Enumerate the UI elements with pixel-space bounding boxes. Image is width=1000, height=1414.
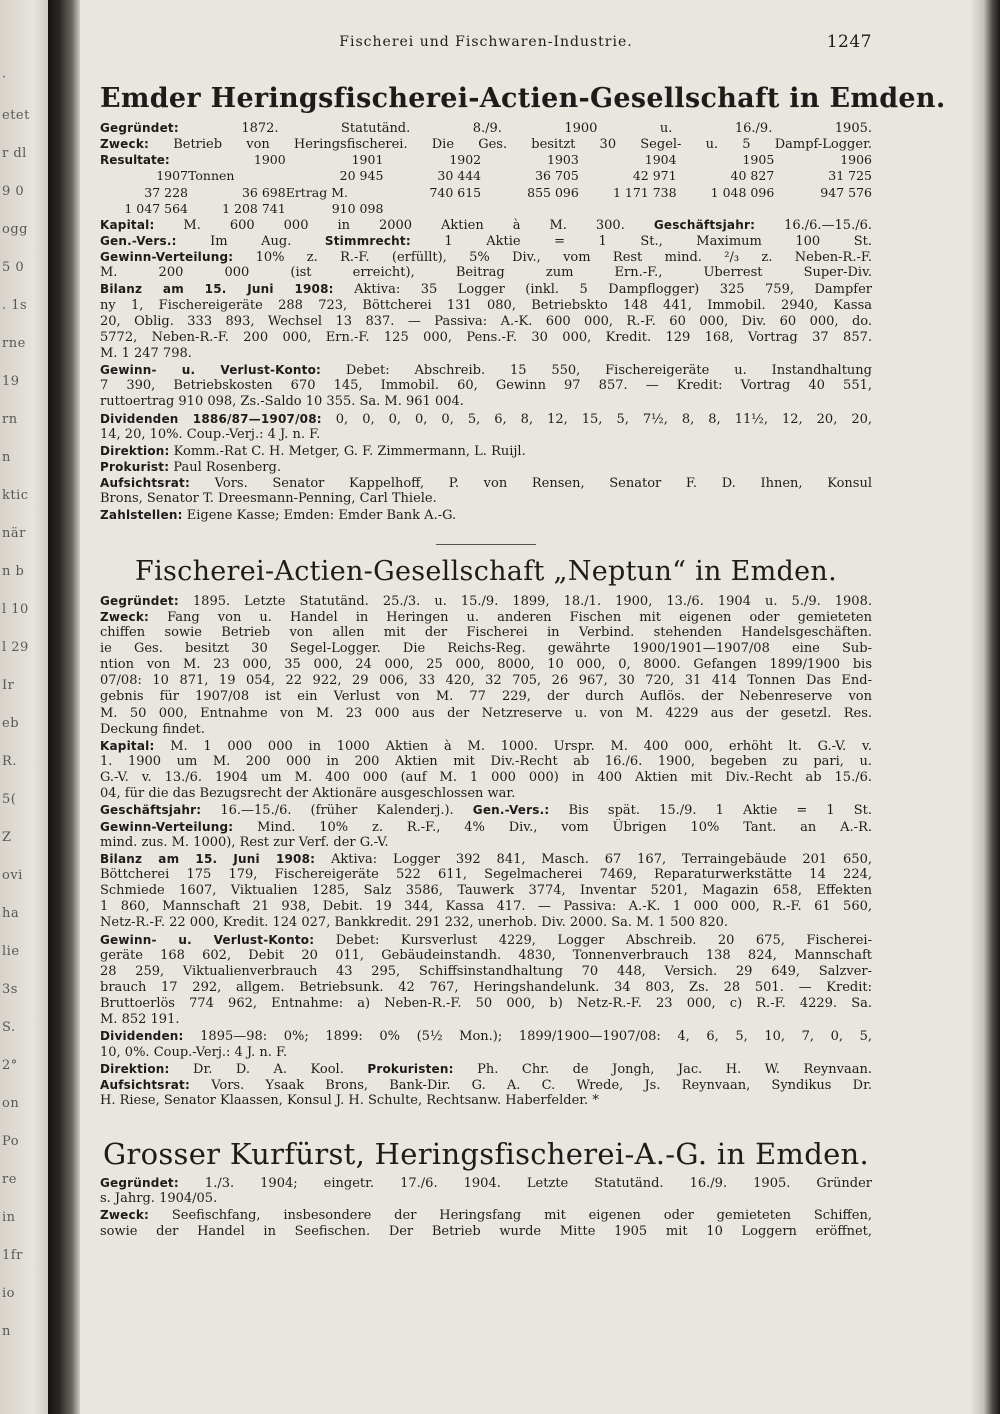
field-text: 1895—98: 0%; 1899: 0% (5½ Mon.); 1899/1900—1907/08: 4, 6, 5, 10, 7, 0, 5, bbox=[183, 1029, 872, 1045]
field-label: Gewinn-Verteilung: bbox=[100, 819, 234, 834]
margin-fragment: ha bbox=[2, 906, 20, 921]
entry-line bbox=[100, 996, 872, 1012]
field-label: Prokuristen: bbox=[367, 1061, 454, 1076]
field-text: 14, 20, 10%. Coup.-Verj.: 4 J. n. F. bbox=[100, 426, 321, 442]
entry-line bbox=[100, 1012, 872, 1028]
field-label: Aufsichtsrat: bbox=[100, 476, 190, 491]
entry-line bbox=[100, 786, 872, 802]
field-label: Zweck: bbox=[100, 1208, 150, 1223]
margin-fragment: 5( bbox=[2, 792, 17, 807]
margin-fragment: on bbox=[2, 1096, 20, 1111]
entry-line bbox=[100, 378, 872, 394]
field-text: M. 600 000 in 2000 Aktien à M. 300. bbox=[154, 217, 654, 233]
field-text: Aktiva: 35 Logger (inkl. 5 Dampflogger) 325 759, Dampfer bbox=[333, 282, 872, 298]
results-cell: 855 096 bbox=[527, 184, 579, 200]
field-text: 07/08: 10 871, 19 054, 22 922, 29 006, 33 420, 32 705, 26 967, 30 720, 31 414 Tonnen Das End- bbox=[100, 673, 872, 689]
results-year: 1900 bbox=[253, 152, 286, 168]
page-number: 1247 bbox=[826, 32, 872, 52]
entry-line bbox=[100, 609, 872, 625]
entry-text bbox=[100, 593, 872, 1110]
margin-fragment: när bbox=[2, 526, 26, 541]
field-label: Gewinn-Verteilung: bbox=[100, 250, 234, 265]
book-page bbox=[100, 32, 946, 1240]
margin-fragment: r dl bbox=[2, 146, 27, 161]
entry-line bbox=[100, 475, 872, 491]
field-text: Komm.-Rat C. H. Metger, G. F. Zimmermann, L. Ruijl. bbox=[169, 443, 526, 459]
entry-line bbox=[100, 1045, 872, 1061]
field-text: H. Riese, Senator Klaassen, Konsul J. H. Schulte, Rechtsanw. Haberfelder. * bbox=[100, 1092, 599, 1108]
margin-fragment: rn bbox=[2, 412, 18, 427]
field-text: Ph. Chr. de Jongh, Jac. H. W. Reynvaan. bbox=[453, 1061, 872, 1077]
entry-line bbox=[100, 1175, 872, 1191]
field-label: Gewinn- u. Verlust-Konto: bbox=[100, 932, 315, 947]
results-year: 1904 bbox=[644, 152, 677, 168]
field-text: mind. zus. M. 1000), Rest zur Verf. der G.-V. bbox=[100, 834, 389, 850]
entry-line bbox=[100, 265, 872, 281]
entry-text-body bbox=[100, 217, 872, 524]
entry-line bbox=[100, 1093, 872, 1109]
margin-fragment: rne bbox=[2, 336, 26, 351]
entry-line bbox=[100, 706, 872, 722]
results-label: Resultate: bbox=[100, 153, 170, 168]
results-cell: 40 827 bbox=[730, 168, 775, 184]
results-year: 1901 bbox=[351, 152, 384, 168]
entry-line bbox=[100, 1028, 872, 1044]
field-text: M. 50 000, Entnahme von M. 23 000 aus der Netzreserve u. von M. 4229 aus der gesetzl. Res. bbox=[100, 705, 872, 721]
entry-line bbox=[100, 754, 872, 770]
field-text: 04, für die das Bezugsrecht der Aktionäre ausgeschlossen war. bbox=[100, 786, 516, 802]
results-table bbox=[100, 152, 872, 217]
entry-line bbox=[100, 802, 872, 818]
field-label: Direktion: bbox=[100, 1061, 170, 1076]
margin-fragment: 19 bbox=[2, 374, 20, 389]
entry-line bbox=[100, 427, 872, 443]
margin-fragment: R. bbox=[2, 754, 17, 769]
field-text: ny 1, Fischereigeräte 288 723, Böttcherei 131 080, Betriebskto 148 441, Immobil. 2940, Kassa bbox=[100, 297, 872, 313]
entry-line bbox=[100, 330, 872, 346]
field-label: Aufsichtsrat: bbox=[100, 1077, 190, 1092]
margin-fragment: 9 0 bbox=[2, 184, 25, 199]
entry-line bbox=[100, 851, 872, 867]
field-text: Böttcherei 175 179, Fischereigeräte 522 611, Segelmacherei 7469, Reparaturwerkstätte 14 224, bbox=[100, 866, 872, 882]
entry-line bbox=[100, 722, 872, 738]
entry-line bbox=[100, 443, 872, 459]
company-entry-neptun bbox=[100, 555, 872, 1110]
entry-line bbox=[100, 819, 872, 835]
field-text: brauch 17 292, allgem. Betriebsunk. 42 767, Heringshandelunk. 34 803, Zs. 28 501. — Kredit: bbox=[100, 979, 872, 995]
field-text: 10% z. R.-F. (erfüllt), 5% Div., vom Rest mind. ²/₃ z. Neben-R.-F. bbox=[233, 250, 872, 266]
margin-fragment: 5 0 bbox=[2, 260, 25, 275]
margin-fragment: lie bbox=[2, 944, 20, 959]
field-label: Bilanz am 15. Juni 1908: bbox=[100, 851, 316, 866]
field-text: Paul Rosenberg. bbox=[169, 460, 281, 476]
field-label: Dividenden: bbox=[100, 1029, 184, 1044]
entry-line bbox=[100, 459, 872, 475]
field-label: Gegründet: bbox=[100, 593, 179, 608]
entry-line bbox=[100, 641, 872, 657]
entry-line bbox=[100, 394, 872, 410]
entry-line bbox=[100, 1224, 872, 1240]
entry-line bbox=[100, 362, 872, 378]
results-cell: 30 444 bbox=[437, 168, 482, 184]
field-text: 1 860, Mannschaft 21 938, Debit. 19 344, Kassa 417. — Passiva: A.-K. 1 000 000, R.-F. 61 560, bbox=[100, 899, 872, 915]
field-text: Dr. D. A. Kool. bbox=[169, 1061, 368, 1077]
entry-line bbox=[100, 120, 872, 136]
results-year: 1902 bbox=[449, 152, 482, 168]
results-cell: 42 971 bbox=[632, 168, 677, 184]
results-cell: 1 208 741 bbox=[222, 200, 286, 216]
field-label: Gen.-Vers.: bbox=[100, 234, 177, 249]
running-title: Fischerei und Fischwaren-Industrie. bbox=[339, 34, 633, 50]
field-text: ruttoertrag 910 098, Zs.-Saldo 10 355. Sa. M. 961 004. bbox=[100, 394, 464, 410]
entry-line bbox=[100, 657, 872, 673]
margin-fragment: S. bbox=[2, 1020, 16, 1035]
field-label: Direktion: bbox=[100, 443, 170, 458]
field-text: Betrieb von Heringsfischerei. Die Ges. besitzt 30 Segel- u. 5 Dampf-Logger. bbox=[149, 137, 872, 153]
book-gutter bbox=[48, 0, 80, 1414]
field-text: 1895. Letzte Statutänd. 25./3. u. 15./9. 1899, 18./1. 1900, 13./6. 1904 u. 5./9. 1908. bbox=[178, 593, 872, 609]
margin-fragment: n bbox=[2, 1324, 11, 1339]
entry-line bbox=[100, 593, 872, 609]
company-title: Emder Heringsfischerei-Actien-Gesellschaft in Emden. bbox=[100, 83, 946, 114]
field-text: ie Ges. besitzt 30 Segel-Logger. Die Reichs-Reg. gewährte 1900/1901—1907/08 eine Sub- bbox=[100, 641, 872, 656]
field-text: Brons, Senator T. Dreesmann-Penning, Carl Thiele. bbox=[100, 491, 437, 507]
field-text: chiffen sowie Betrieb von allen mit der Fischerei in Verbind. stehenden Handelsgeschäften. bbox=[100, 624, 872, 640]
margin-fragment: 3s bbox=[2, 982, 18, 997]
field-text: M. 1 000 000 in 1000 Aktien à M. 1000. Urspr. M. 400 000, erhöht lt. G.-V. v. bbox=[154, 738, 872, 754]
field-label: Geschäftsjahr: bbox=[653, 217, 756, 232]
field-label: Gen.-Vers.: bbox=[472, 803, 550, 818]
field-label: Kapital: bbox=[100, 217, 155, 232]
margin-fragment: in bbox=[2, 1210, 16, 1225]
field-text: Eigene Kasse; Emden: Emder Bank A.-G. bbox=[182, 508, 457, 524]
entry-line bbox=[100, 346, 872, 362]
field-text: 20, Oblig. 333 893, Wechsel 13 837. — Passiva: A.-K. 600 000, R.-F. 60 000, Div. 60 000, do. bbox=[100, 313, 872, 329]
results-row-label: Tonnen bbox=[188, 168, 235, 184]
field-text: 16.—15./6. (früher Kalenderj.). bbox=[201, 803, 473, 819]
field-label: Stimmrecht: bbox=[324, 234, 411, 249]
entry-line bbox=[100, 689, 872, 705]
margin-fragment: ovi bbox=[2, 868, 23, 883]
field-text: Vors. Ysaak Brons, Bank-Dir. G. A. C. Wrede, Js. Reynvaan, Syndikus Dr. bbox=[190, 1077, 872, 1093]
field-label: Zweck: bbox=[100, 609, 150, 624]
field-text: G.-V. v. 13./6. 1904 um M. 400 000 (auf M. 1 000 000) in 400 Aktien mit Div.-Recht ab 15./6. bbox=[100, 770, 872, 786]
results-cell: 37 228 bbox=[144, 184, 188, 200]
entry-line bbox=[100, 507, 872, 523]
results-cell: 910 098 bbox=[331, 200, 384, 216]
entry-line bbox=[100, 625, 872, 641]
field-text: Fang von u. Handel in Heringen u. anderen Fischen mit eigenen oder gemieteten bbox=[149, 609, 872, 625]
results-cell: 947 576 bbox=[820, 184, 872, 200]
margin-fragment: l 10 bbox=[2, 602, 29, 617]
field-label: Gewinn- u. Verlust-Konto: bbox=[100, 363, 322, 378]
results-year: 1905 bbox=[742, 152, 775, 168]
entry-line bbox=[100, 1061, 872, 1077]
field-text: Debet: Kursverlust 4229, Logger Abschreib. 20 675, Fischerei- bbox=[314, 932, 872, 948]
running-header bbox=[100, 34, 872, 60]
field-text: gebnis für 1907/08 ist ein Verlust von M. 77 229, der durch Auflös. der Nebenreserve von bbox=[100, 689, 872, 705]
section-divider bbox=[436, 544, 536, 545]
field-label: Zahlstellen: bbox=[100, 508, 183, 523]
margin-fragment: ogg bbox=[2, 222, 28, 237]
margin-fragment: n b bbox=[2, 564, 25, 579]
adjacent-page-margin bbox=[0, 0, 48, 1414]
margin-fragment: re bbox=[2, 1172, 17, 1187]
entry-line bbox=[100, 1191, 872, 1207]
entry-line bbox=[100, 411, 872, 427]
field-label: Geschäftsjahr: bbox=[100, 803, 202, 818]
entry-line bbox=[100, 249, 872, 265]
entry-line bbox=[100, 314, 872, 330]
field-label: Kapital: bbox=[100, 738, 155, 753]
entry-line bbox=[100, 980, 872, 996]
entry-line bbox=[100, 899, 872, 915]
margin-fragment: 2° bbox=[2, 1058, 18, 1073]
field-text: 1 Aktie = 1 St., Maximum 100 St. bbox=[410, 234, 872, 250]
results-cell: 36 705 bbox=[535, 168, 579, 184]
entry-line bbox=[100, 217, 872, 233]
page-edge bbox=[970, 0, 1000, 1414]
margin-fragment: . 1s bbox=[2, 298, 28, 313]
results-cell: 740 615 bbox=[429, 184, 482, 200]
margin-fragment: io bbox=[2, 1286, 15, 1301]
field-text: M. 852 191. bbox=[100, 1012, 180, 1028]
results-cell: 1 048 096 bbox=[710, 184, 775, 200]
entry-line bbox=[100, 673, 872, 689]
results-cell: 1 047 564 bbox=[124, 200, 188, 216]
margin-fragment: eb bbox=[2, 716, 20, 731]
entry-line bbox=[100, 867, 872, 883]
entry-line bbox=[100, 770, 872, 786]
margin-fragment: · bbox=[2, 70, 7, 85]
field-text: Vors. Senator Kappelhoff, P. von Rensen, Senator F. D. Ihnen, Konsul bbox=[190, 476, 872, 492]
margin-fragment: Po bbox=[2, 1134, 20, 1149]
margin-fragment: l 29 bbox=[2, 640, 29, 655]
results-year: 1906 bbox=[840, 152, 872, 168]
company-title: Grosser Kurfürst, Heringsfischerei-A.-G. in Emden. bbox=[102, 1137, 870, 1172]
margin-fragment: etet bbox=[2, 108, 30, 123]
entry-line bbox=[100, 298, 872, 314]
field-text: 7 390, Betriebskosten 670 145, Immobil. 60, Gewinn 97 857. — Kredit: Vortrag 40 551, bbox=[100, 378, 872, 394]
field-text: 1872. Statutänd. 8./9. 1900 u. 16./9. 1905. bbox=[178, 121, 872, 136]
field-text: sowie der Handel in Seefischen. Der Betrieb wurde Mitte 1905 mit 10 Loggern eröffnet, bbox=[100, 1223, 872, 1239]
entry-line bbox=[100, 1077, 872, 1093]
entry-line bbox=[100, 738, 872, 754]
results-cell: 36 698 bbox=[241, 184, 286, 200]
entry-line bbox=[100, 136, 872, 152]
field-text: 0, 0, 0, 0, 0, 5, 6, 8, 12, 15, 5, 7½, 8, 8, 11½, 12, 20, 20, bbox=[321, 411, 872, 427]
margin-fragment: Ir bbox=[2, 678, 15, 693]
field-text: Debet: Abschreib. 15 550, Fischereigeräte u. Instandhaltung bbox=[321, 363, 872, 379]
entry-line bbox=[100, 281, 872, 297]
company-title: Fischerei-Actien-Gesellschaft „Neptun“ in Emden. bbox=[135, 555, 837, 587]
field-text: 1. 1900 um M. 200 000 in 200 Aktien mit Div.-Recht ab 16./6. 1900, begeben zu pari, u. bbox=[100, 753, 872, 769]
field-text: Deckung findet. bbox=[100, 721, 205, 737]
entry-text-intro bbox=[100, 120, 872, 152]
field-text: ntion von M. 23 000, 35 000, 24 000, 25 000, 8000, 10 000, 0, 8000. Gefangen 1899/1900 bis bbox=[100, 657, 872, 673]
field-text: M. 1 247 798. bbox=[100, 346, 192, 362]
field-label: Gegründet: bbox=[100, 121, 179, 135]
field-label: Prokurist: bbox=[100, 460, 170, 475]
field-text: Im Aug. bbox=[176, 234, 325, 250]
field-label: Gegründet: bbox=[100, 1176, 179, 1191]
field-text: Aktiva: Logger 392 841, Masch. 67 167, Terraingebäude 201 650, bbox=[315, 851, 872, 867]
field-text: 5772, Neben-R.-F. 200 000, Ern.-F. 125 000, Pens.-F. 30 000, Kredit. 129 168, Vortrag 37 857. bbox=[100, 329, 872, 345]
entry-line bbox=[100, 491, 872, 507]
results-year: 1907 bbox=[156, 168, 188, 184]
field-text: Bis spät. 15./9. 1 Aktie = 1 St. bbox=[549, 803, 872, 819]
field-label: Dividenden 1886/87—1907/08: bbox=[100, 411, 322, 426]
entry-line bbox=[100, 915, 872, 931]
company-entry-grosser-kurfuerst bbox=[100, 1137, 872, 1240]
field-text: Mind. 10% z. R.-F., 4% Div., vom Übrigen 10% Tant. an A.-R. bbox=[233, 819, 872, 835]
field-text: Schmiede 1607, Viktualien 1285, Salz 3586, Tauwerk 3774, Inventar 5201, Magazin 658, Effekten bbox=[100, 883, 872, 899]
entry-line bbox=[100, 932, 872, 948]
entry-line bbox=[100, 964, 872, 980]
field-text: s. Jahrg. 1904/05. bbox=[100, 1191, 218, 1207]
margin-fragment: ktic bbox=[2, 488, 29, 503]
entry-line bbox=[100, 883, 872, 899]
field-text: Bruttoerlös 774 962, Entnahme: a) Neben-R.-F. 50 000, b) Netz-R.-F. 23 000, c) R.-F. 4229. Sa. bbox=[100, 996, 872, 1012]
company-entry-emder bbox=[100, 82, 946, 524]
field-text: Seefischfang, insbesondere der Heringsfang mit eigenen oder gemieteten Schiffen, bbox=[149, 1208, 872, 1224]
margin-fragment: 1fr bbox=[2, 1248, 23, 1263]
field-label: Bilanz am 15. Juni 1908: bbox=[100, 282, 334, 297]
results-cell: 20 945 bbox=[339, 168, 384, 184]
entry-line bbox=[100, 233, 872, 249]
field-text: 28 259, Viktualienverbrauch 43 295, Schiffsinstandhaltung 70 448, Versich. 29 649, Salzver- bbox=[100, 963, 872, 979]
results-cell: 31 725 bbox=[828, 168, 872, 184]
results-cell: 1 171 738 bbox=[612, 184, 677, 200]
field-text: 16./6.—15./6. bbox=[755, 217, 872, 233]
margin-fragment: n bbox=[2, 450, 11, 465]
field-text: 10, 0%. Coup.-Verj.: 4 J. n. F. bbox=[100, 1044, 288, 1060]
entry-text bbox=[100, 1175, 872, 1240]
results-row-label: Ertrag M. bbox=[285, 184, 349, 200]
field-text: geräte 168 602, Debit 20 011, Gebäudeinstandh. 4830, Tonnenverbrauch 138 824, Mannschaft bbox=[100, 947, 872, 963]
entry-line bbox=[100, 1207, 872, 1223]
results-year: 1903 bbox=[547, 152, 579, 168]
entry-line bbox=[100, 835, 872, 851]
field-text: 1./3. 1904; eingetr. 17./6. 1904. Letzte Statutänd. 16./9. 1905. Gründer bbox=[178, 1176, 872, 1192]
entry-line bbox=[100, 948, 872, 964]
field-label: Zweck: bbox=[100, 137, 150, 152]
field-text: Netz-R.-F. 22 000, Kredit. 124 027, Bankkredit. 291 232, unerhob. Div. 2000. Sa. M. 1 500 820. bbox=[100, 915, 729, 931]
margin-fragment: Z bbox=[2, 830, 12, 845]
field-text: M. 200 000 (ist erreicht), Beitrag zum Ern.-F., Überrest Super-Div. bbox=[100, 265, 872, 281]
